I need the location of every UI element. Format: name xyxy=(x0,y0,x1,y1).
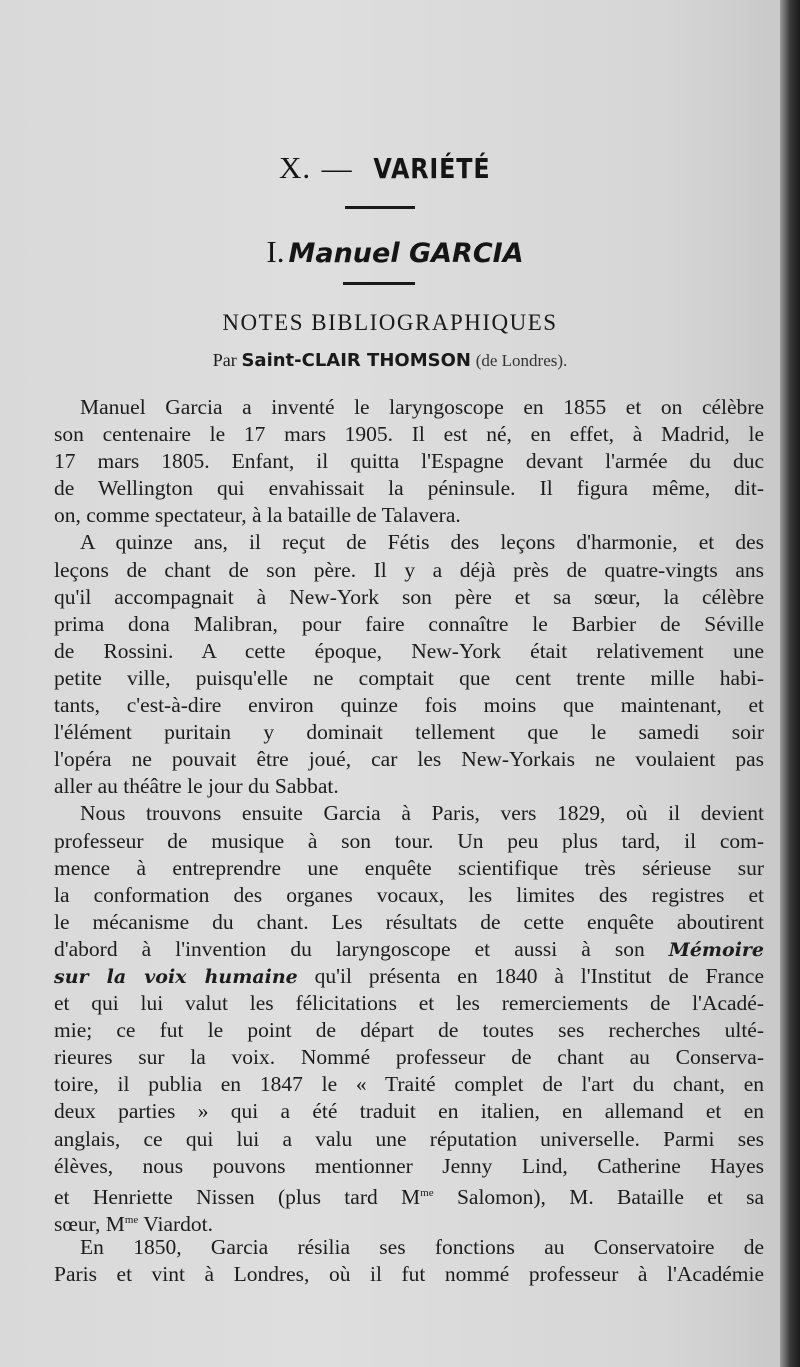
text-line xyxy=(54,1180,764,1207)
text-line: de Wellington qui envahissait la péninsule. Il figura même, dit- xyxy=(54,476,764,501)
text-line: mence à entreprendre une enquête scientifique très sérieuse sur xyxy=(54,855,764,880)
text-line: prima dona Malibran, pour faire connaître le Barbier de Séville xyxy=(54,611,764,636)
text-line: qu'il accompagnait à New-York son père et sa sœur, la célèbre xyxy=(54,584,764,609)
text-line: 17 mars 1805. Enfant, il quitta l'Espagne devant l'armée du duc xyxy=(54,449,764,474)
text-line: le mécanisme du chant. Les résultats de cette enquête aboutirent xyxy=(54,909,764,934)
chapter-number: X. xyxy=(278,150,312,185)
text-line: leçons de chant de son père. Il y a déjà près de quatre-vingts ans xyxy=(54,557,764,582)
section-heading xyxy=(0,234,780,270)
text-line: la conformation des organes vocaux, les limites des registres et xyxy=(54,882,764,907)
text-line: tants, c'est-à-dire environ quinze fois moins que maintenant, et xyxy=(54,693,764,718)
text-run: et Henriette Nissen (plus tard M xyxy=(54,1184,421,1209)
text-run: Viardot. xyxy=(138,1211,214,1236)
text-line: Paris et vint à Londres, où il fut nommé professeur à l'Académie xyxy=(54,1262,764,1286)
text-line: de Rossini. A cette époque, New-York était relativement une xyxy=(54,638,764,663)
text-line: toire, il publia en 1847 le « Traité complet de l'art du chant, en xyxy=(54,1072,764,1097)
section-name: Manuel GARCIA xyxy=(288,238,524,269)
text-line: aller au théâtre le jour du Sabbat. xyxy=(54,774,339,799)
text-line: anglais, ce qui lui a valu une réputation universelle. Parmi ses xyxy=(54,1126,764,1151)
text-line xyxy=(54,936,764,963)
text-line xyxy=(54,963,764,990)
text-line: mie; ce fut le point de départ de toutes ses recherches ulté- xyxy=(54,1018,764,1043)
page-edge-shadow xyxy=(780,0,800,1367)
text-line: son centenaire le 17 mars 1905. Il est né, en effet, à Madrid, le xyxy=(54,422,764,447)
text-line: petite ville, puisqu'elle ne comptait que cent trente mille habi- xyxy=(54,665,764,690)
article-body xyxy=(54,394,764,1288)
text-line: on, comme spectateur, à la bataille de Talavera. xyxy=(54,503,461,528)
author-name: Saint-CLAIR THOMSON xyxy=(241,350,471,371)
text-run: sœur, M xyxy=(54,1211,125,1236)
text-line: et qui lui valut les félicitations et les remerciements de l'Acadé- xyxy=(54,991,764,1016)
chapter-title: VARIÉTÉ xyxy=(373,152,491,185)
text-line: A quinze ans, il reçut de Fétis des leçons d'harmonie, et des xyxy=(80,530,764,555)
subtitle: NOTES BIBLIOGRAPHIQUES xyxy=(222,310,558,335)
superscript: me xyxy=(124,1213,139,1226)
text-line xyxy=(54,1207,764,1234)
memoir-title-part2: sur la voix humaine xyxy=(54,965,298,988)
text-line: En 1850, Garcia résilia ses fonctions au Conservatoire de xyxy=(80,1234,764,1259)
superscript: me xyxy=(420,1186,434,1199)
text-run: Salomon), M. Bataille et sa xyxy=(433,1184,764,1209)
text-line: professeur de musique à son tour. Un peu plus tard, il com- xyxy=(54,828,764,853)
chapter-heading xyxy=(0,150,780,186)
text-run: d'abord à l'invention du laryngoscope et aussi à son xyxy=(54,936,645,961)
text-line: élèves, nous pouvons mentionner Jenny Lind, Catherine Hayes xyxy=(54,1153,764,1178)
heading-divider xyxy=(345,206,415,209)
text-line: l'opéra ne pouvait être joué, car les New-Yorkais ne voulaient pas xyxy=(54,747,764,772)
section-number: I. xyxy=(266,234,285,269)
text-line: Manuel Garcia a inventé le laryngoscope en 1855 et on célèbre xyxy=(80,395,764,419)
text-line: rieures sur la voix. Nommé professeur de chant au Conserva- xyxy=(54,1045,764,1070)
text-line: deux parties » qui a été traduit en italien, en allemand et en xyxy=(54,1099,764,1124)
section-divider xyxy=(343,282,415,285)
text-run: qu'il présenta en 1840 à l'Institut de France xyxy=(314,963,764,988)
byline xyxy=(0,350,780,372)
chapter-dash: — xyxy=(321,152,353,185)
author-location: (de Londres). xyxy=(475,351,568,370)
text-line: Nous trouvons ensuite Garcia à Paris, vers 1829, où il devient xyxy=(80,801,764,826)
memoir-title-part1: Mémoire xyxy=(668,938,765,961)
text-line: l'élément puritain y dominait tellement que le samedi soir xyxy=(54,720,764,745)
byline-prefix: Par xyxy=(212,350,237,370)
